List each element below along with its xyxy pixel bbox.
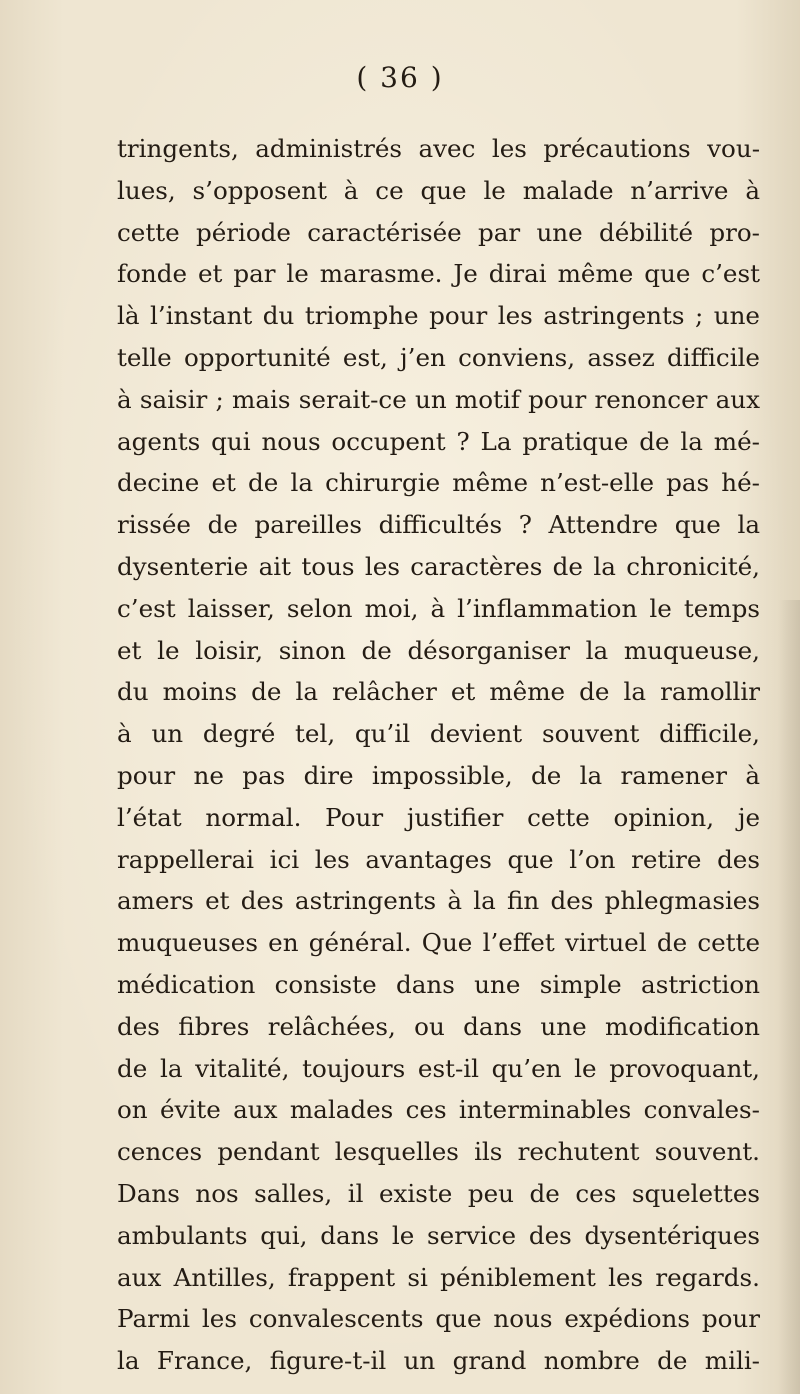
text-line: à saisir ; mais serait-ce un motif pour renoncer aux <box>117 384 760 414</box>
text-line: fonde et par le marasme. Je dirai même que c’est <box>117 259 760 289</box>
text-line: decine et de la chirurgie même n’est-elle pas hé- <box>117 468 760 498</box>
text-line: des fibres relâchées, ou dans une modification <box>117 1011 760 1041</box>
text-line: la France, figure-t-il un grand nombre de mili- <box>117 1346 760 1376</box>
text-line: cette période caractérisée par une débilité pro- <box>117 217 760 247</box>
text-line: amers et des astringents à la fin des phlegmasies <box>117 886 760 916</box>
text-line: et le loisir, sinon de désorganiser la muqueuse, <box>117 635 760 665</box>
text-line: du moins de la relâcher et même de la ramollir <box>117 677 760 707</box>
text-line: pour ne pas dire impossible, de la ramener à <box>117 760 760 790</box>
text-line: agents qui nous occupent ? La pratique de la mé- <box>117 426 760 456</box>
text-line: on évite aux malades ces interminables convales- <box>117 1095 760 1125</box>
text-line: de la vitalité, toujours est-il qu’en le provoquant, <box>117 1053 760 1083</box>
text-line: cences pendant lesquelles ils rechutent souvent. <box>117 1137 760 1167</box>
page-number: ( 36 ) <box>356 61 444 94</box>
text-line: muqueuses en général. Que l’effet virtuel de cette <box>117 928 760 958</box>
text-line: aux Antilles, frappent si péniblement les regards. <box>117 1262 760 1292</box>
text-line: Dans nos salles, il existe peu de ces squelettes <box>117 1178 760 1208</box>
text-line: là l’instant du triomphe pour les astringents ; une <box>117 301 760 331</box>
text-line: rappellerai ici les avantages que l’on retire des <box>117 844 760 874</box>
text-line: lues, s’opposent à ce que le malade n’arrive à <box>117 175 760 205</box>
text-line: tringents, administrés avec les précautions vou- <box>117 134 760 163</box>
body-text <box>117 128 760 1382</box>
page-edge-shadow <box>778 600 800 1394</box>
text-line: rissée de pareilles difficultés ? Attendre que la <box>117 510 760 540</box>
text-line: médication consiste dans une simple astriction <box>117 969 760 999</box>
text-line: Parmi les convalescents que nous expédions pour <box>117 1304 760 1334</box>
text-line: c’est laisser, selon moi, à l’inflammation le temps <box>117 593 760 623</box>
text-line: à un degré tel, qu’il devient souvent difficile, <box>117 719 760 749</box>
text-line: l’état normal. Pour justifier cette opinion, je <box>117 802 760 832</box>
text-line: ambulants qui, dans le service des dysentériques <box>117 1220 760 1250</box>
text-line: dysenterie ait tous les caractères de la chronicité, <box>117 551 760 581</box>
text-line: telle opportunité est, j’en conviens, assez difficile <box>117 342 760 372</box>
